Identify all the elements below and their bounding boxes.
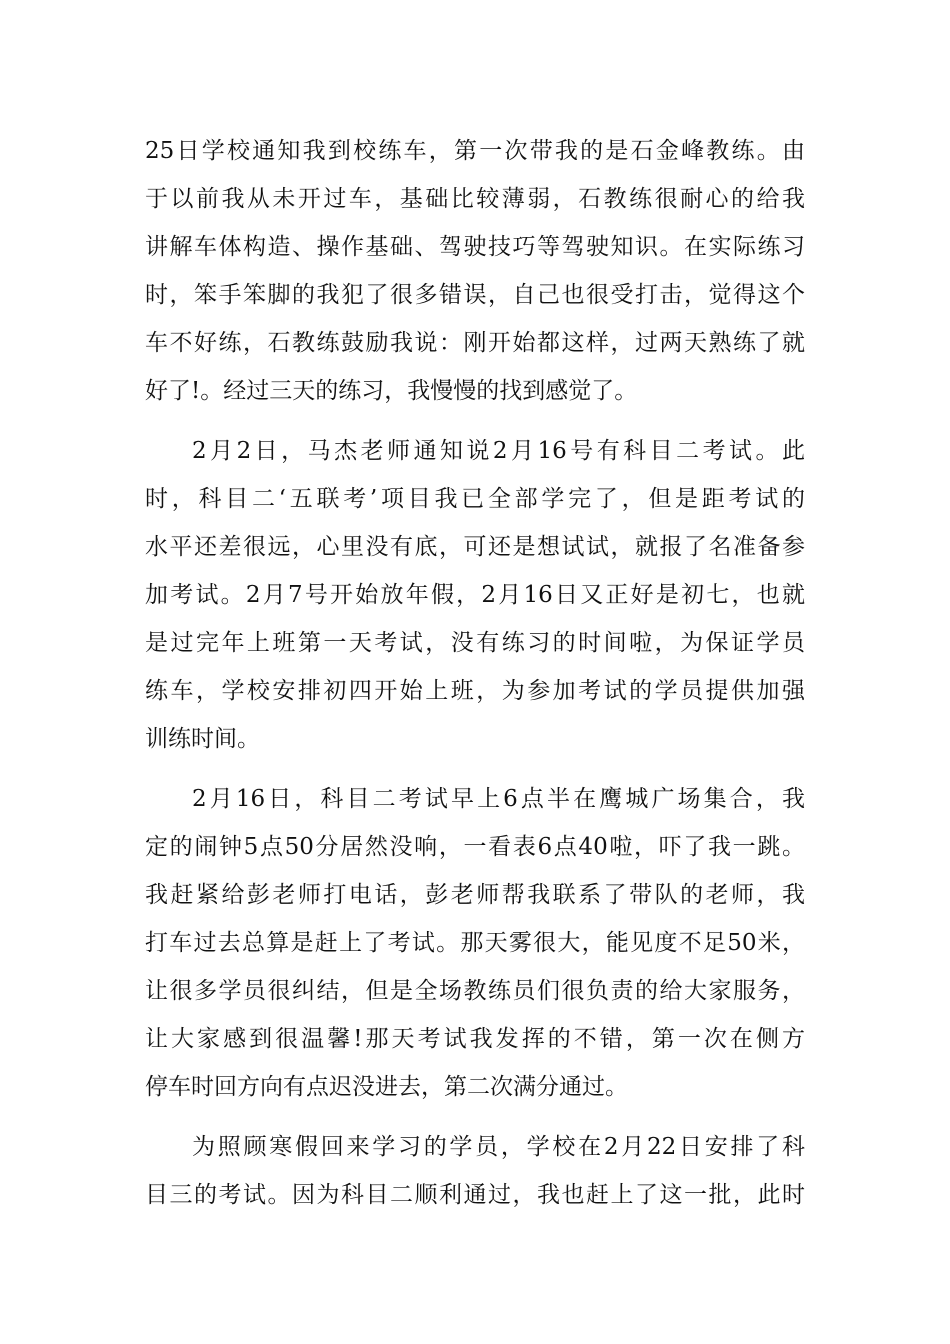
text-line: 训练时间。 (145, 726, 260, 752)
text-line: 打车过去总算是赶上了考试。那天雾很大，能见度不足50米， (145, 930, 805, 956)
text-line: 练车，学校安排初四开始上班，为参加考试的学员提供加强 (145, 678, 805, 704)
text-line: 2月2日，马杰老师通知说2月16号有科目二考试。此 (192, 438, 805, 464)
text-line: 停车时回方向有点迟没进去，第二次满分通过。 (145, 1074, 628, 1100)
text-line: 25日学校通知我到校练车，第一次带我的是石金峰教练。由 (145, 138, 805, 164)
text-line: 为照顾寒假回来学习的学员，学校在2月22日安排了科 (192, 1134, 805, 1160)
text-line: 水平还差很远，心里没有底，可还是想试试，就报了名准备参 (145, 534, 805, 560)
text-line: 让大家感到很温馨!那天考试我发挥的不错，第一次在侧方 (145, 1026, 805, 1052)
text-line: 车不好练，石教练鼓励我说：刚开始都这样，过两天熟练了就 (145, 330, 805, 356)
text-line: 我赶紧给彭老师打电话，彭老师帮我联系了带队的老师，我 (145, 882, 805, 908)
text-line: 让很多学员很纠结，但是全场教练员们很负责的给大家服务， (145, 978, 805, 1004)
text-line: 好了!。经过三天的练习，我慢慢的找到感觉了。 (145, 378, 638, 404)
text-line: 定的闹钟5点50分居然没响，一看表6点40啦，吓了我一跳。 (145, 834, 805, 860)
text-line: 讲解车体构造、操作基础、驾驶技巧等驾驶知识。在实际练习 (145, 234, 805, 260)
text-line: 2月16日，科目二考试早上6点半在鹰城广场集合，我 (192, 786, 805, 812)
text-line: 时，笨手笨脚的我犯了很多错误，自己也很受打击，觉得这个 (145, 282, 805, 308)
text-line: 是过完年上班第一天考试，没有练习的时间啦，为保证学员 (145, 630, 805, 656)
text-line: 加考试。2月7号开始放年假，2月16日又正好是初七，也就 (145, 582, 805, 608)
text-line: 时，科目二‘五联考’项目我已全部学完了，但是距考试的 (145, 486, 805, 512)
text-line: 于以前我从未开过车，基础比较薄弱，石教练很耐心的给我 (145, 186, 805, 212)
text-line: 目三的考试。因为科目二顺利通过，我也赶上了这一批，此时 (145, 1182, 805, 1208)
